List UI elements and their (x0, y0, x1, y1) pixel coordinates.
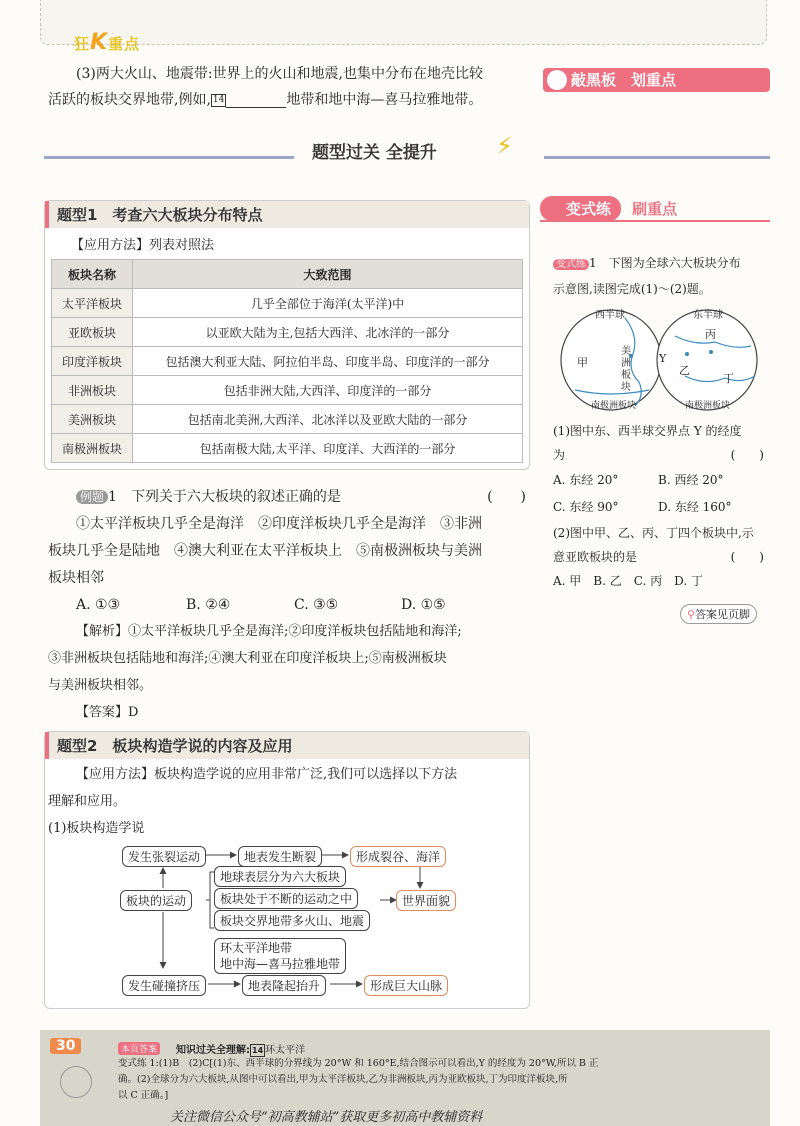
q2-paren: ( ) (730, 550, 764, 564)
cell-range: 包括澳大利亚大陆、阿拉伯半岛、印度半岛、印度洋的一部分 (133, 347, 523, 376)
logo-pre: 狂 (74, 35, 91, 53)
map-label-ding: 丁 (723, 372, 734, 385)
option-b: B. ②④ (186, 597, 231, 613)
top-banner (40, 0, 767, 45)
statements-line2: 板块几乎全是陆地 ④澳大利亚在太平洋板块上 ⑤南极洲板块与美洲 (48, 543, 482, 559)
knowledge-label: 知识过关全理解: (176, 1045, 250, 1056)
answer-line: 【答案】D (76, 705, 139, 720)
node-tension: 发生张裂运动 (122, 846, 206, 867)
cell-range: 包括南极大陆,太平洋、印度洋、大西洋的一部分 (133, 434, 523, 463)
knowledge-line (176, 1041, 305, 1057)
intro-line1: (3)两大火山、地震带:世界上的火山和地震,也集中分布在地壳比较 (76, 66, 483, 82)
node-rift: 形成裂谷、海洋 (350, 846, 446, 867)
type1-box (44, 200, 530, 470)
map-label-antarctic-east: 南极洲板块 (685, 401, 731, 411)
intro-line2-pre: 活跃的板块交界地带,例如, (48, 92, 211, 108)
statements-line3: 板块相邻 (48, 570, 104, 586)
node-collision: 发生碰撞挤压 (122, 975, 206, 996)
cell-plate: 印度洋板块 (52, 347, 133, 376)
footer-answer-line3: 以 C 正确。] (118, 1090, 169, 1101)
q2-options: A. 甲 B. 乙 C. 丙 D. 丁 (553, 574, 703, 588)
right-head-label2: 刷重点 (632, 200, 678, 218)
watermark-text: 关注微信公众号“初高教辅站”获取更多初高中教辅资料 (170, 1110, 483, 1125)
table-row (52, 376, 523, 405)
type2-title: 题型2 板块构造学说的内容及应用 (45, 732, 529, 759)
node-plate-motion: 板块的运动 (120, 890, 192, 911)
map-label-antarctic-west: 南极洲板块 (591, 401, 637, 411)
pin-icon: ⚲ (687, 608, 696, 621)
variant-num: 1 (589, 256, 597, 270)
type1-title: 题型1 考查六大板块分布特点 (45, 201, 529, 228)
hemisphere-map (555, 306, 765, 414)
map-label-east: 东半球 (693, 310, 723, 321)
table-row (52, 289, 523, 318)
badge-label1: 敲黑板 (571, 71, 617, 89)
q1-option-c: C. 东经 90° (553, 500, 619, 514)
knowledge-num: 14 (252, 1045, 264, 1055)
rule-left (44, 156, 294, 159)
node-six-plates: 地球表层分为六大板块 (214, 866, 346, 887)
q1-line1: (1)图中东、西半球交界点 Y 的经度 (553, 424, 742, 438)
type2-method-line2: 理解和应用。 (48, 794, 127, 809)
cell-plate: 太平洋板块 (52, 289, 133, 318)
cell-plate: 非洲板块 (52, 376, 133, 405)
map-label-y: Y (659, 352, 667, 365)
lightning-icon: ⚡ (496, 132, 513, 160)
cell-range: 以亚欧大陆为主,包括大西洋、北冰洋的一部分 (133, 318, 523, 347)
table-row (52, 318, 523, 347)
mascot-icon (60, 1066, 92, 1098)
option-c: C. ③⑤ (294, 597, 339, 613)
q2-line1: (2)图中甲、乙、丙、丁四个板块中,示 (553, 526, 754, 540)
node-fault: 地表发生断裂 (238, 846, 322, 867)
type2-method-line1: 【应用方法】板块构造学说的应用非常广泛,我们可以选择以下方法 (76, 767, 458, 782)
q1-option-d: D. 东经 160° (658, 500, 732, 514)
option-a: A. ①③ (76, 597, 121, 613)
right-head-label1: 变式练 (540, 196, 621, 221)
table-row (52, 405, 523, 434)
badge-keypoints (543, 68, 770, 92)
page-number: 30 (50, 1038, 81, 1054)
rule-right (544, 156, 770, 159)
example1-stem (76, 485, 536, 509)
plates-table (51, 259, 523, 463)
footer-answer-line1: 变式练 1:(1)B (2)C[(1)东、西半球的分界线为 20°W 和 160°E,结合图示可以看出,Y 的经度为 20°W,所以 B 正 (118, 1058, 599, 1069)
right-stem-line1 (553, 250, 768, 278)
intro-line2 (48, 88, 538, 112)
q1-paren: ( ) (730, 448, 764, 462)
example-tag: 例题 (76, 490, 108, 504)
answer-paren: ( ) (487, 489, 526, 505)
section-title: 题型过关 全提升 (312, 143, 437, 163)
variant-tag: 变式练 (553, 259, 589, 270)
belt-pacific: 环太平洋地带 (220, 941, 293, 955)
map-label-americas: 美洲板块 (621, 346, 631, 393)
logo-post: 重点 (108, 35, 141, 53)
answer-label: 本页答案 (118, 1042, 160, 1055)
q1-option-a: A. 东经 20° (553, 473, 619, 487)
q2-line2-text: 意亚欧板块的是 (553, 550, 638, 564)
map-label-yi: 乙 (679, 364, 690, 377)
cell-range: 包括非洲大陆,大西洋、印度洋的一部分 (133, 376, 523, 405)
logo-k: K (90, 30, 109, 55)
see-answer-tag (680, 604, 757, 624)
map-label-bing: 丙 (705, 328, 716, 341)
cell-range: 几乎全部位于海洋(太平洋)中 (133, 289, 523, 318)
q1-option-b: B. 西经 20° (658, 473, 724, 487)
blank-number: 14 (212, 94, 225, 105)
example-stem-text: 下列关于六大板块的叙述正确的是 (130, 489, 341, 505)
col-header-name: 板块名称 (52, 260, 133, 289)
footer-answer-line2: 确。(2)全球分为六大板块,从图中可以看出,甲为太平洋板块,乙为非洲板块,丙为亚欧板块,丁为印度洋板块,所 (118, 1074, 568, 1085)
table-header-row (52, 260, 523, 289)
option-d: D. ①⑤ (401, 597, 446, 613)
q2-line2 (553, 544, 768, 570)
analysis-line3: 与美洲板块相邻。 (48, 678, 153, 693)
brand-logo (74, 30, 140, 55)
table-row (52, 434, 523, 463)
analysis-line1: 【解析】①太平洋板块几乎全是海洋;②印度洋板块包括陆地和海洋; (76, 624, 462, 639)
node-uplift: 地表隆起抬升 (242, 975, 326, 996)
type2-subheading: (1)板块构造学说 (48, 821, 145, 836)
section-header (44, 132, 770, 164)
see-answer-text: 答案见页脚 (695, 608, 751, 621)
cell-plate: 美洲板块 (52, 405, 133, 434)
belt-himalaya: 地中海—喜马拉雅地带 (220, 957, 341, 971)
example-num: 1 (108, 489, 117, 505)
right-panel-header (540, 196, 770, 222)
col-header-range: 大致范围 (133, 260, 523, 289)
type1-method: 【应用方法】列表对照法 (71, 238, 215, 253)
node-world: 世界面貌 (396, 890, 456, 911)
statements-line1: ①太平洋板块几乎全是海洋 ②印度洋板块几乎全是海洋 ③非洲 (76, 516, 482, 532)
node-belts (214, 938, 346, 974)
tectonics-flow-diagram (100, 840, 480, 1000)
cell-plate: 南极洲板块 (52, 434, 133, 463)
intro-line2-post: 地带和地中海—喜马拉雅地带。 (286, 92, 483, 108)
analysis-line2: ③非洲板块包括陆地和海洋;④澳大利亚在印度洋板块上;⑤南极洲板块 (48, 651, 447, 666)
node-moving: 板块处于不断的运动之中 (214, 888, 358, 909)
node-border-zones: 板块交界地带多火山、地震 (214, 910, 370, 931)
map-label-jia: 甲 (577, 356, 588, 369)
variant-stem-text: 下图为全球六大板块分布 (608, 256, 741, 270)
cell-plate: 亚欧板块 (52, 318, 133, 347)
table-row (52, 347, 523, 376)
cell-range: 包括南北美洲,大西洋、北冰洋以及亚欧大陆的一部分 (133, 405, 523, 434)
answer-blank (226, 93, 286, 108)
map-label-west: 西半球 (595, 310, 625, 321)
q1-line2 (553, 442, 768, 468)
badge-label2: 划重点 (631, 71, 677, 89)
knowledge-value: 环太平洋 (265, 1045, 306, 1056)
q1-line2-text: 为 (553, 448, 566, 462)
node-mountains: 形成巨大山脉 (364, 975, 448, 996)
right-stem-line2: 示意图,读图完成(1)～(2)题。 (553, 282, 711, 296)
bell-icon (547, 70, 567, 90)
